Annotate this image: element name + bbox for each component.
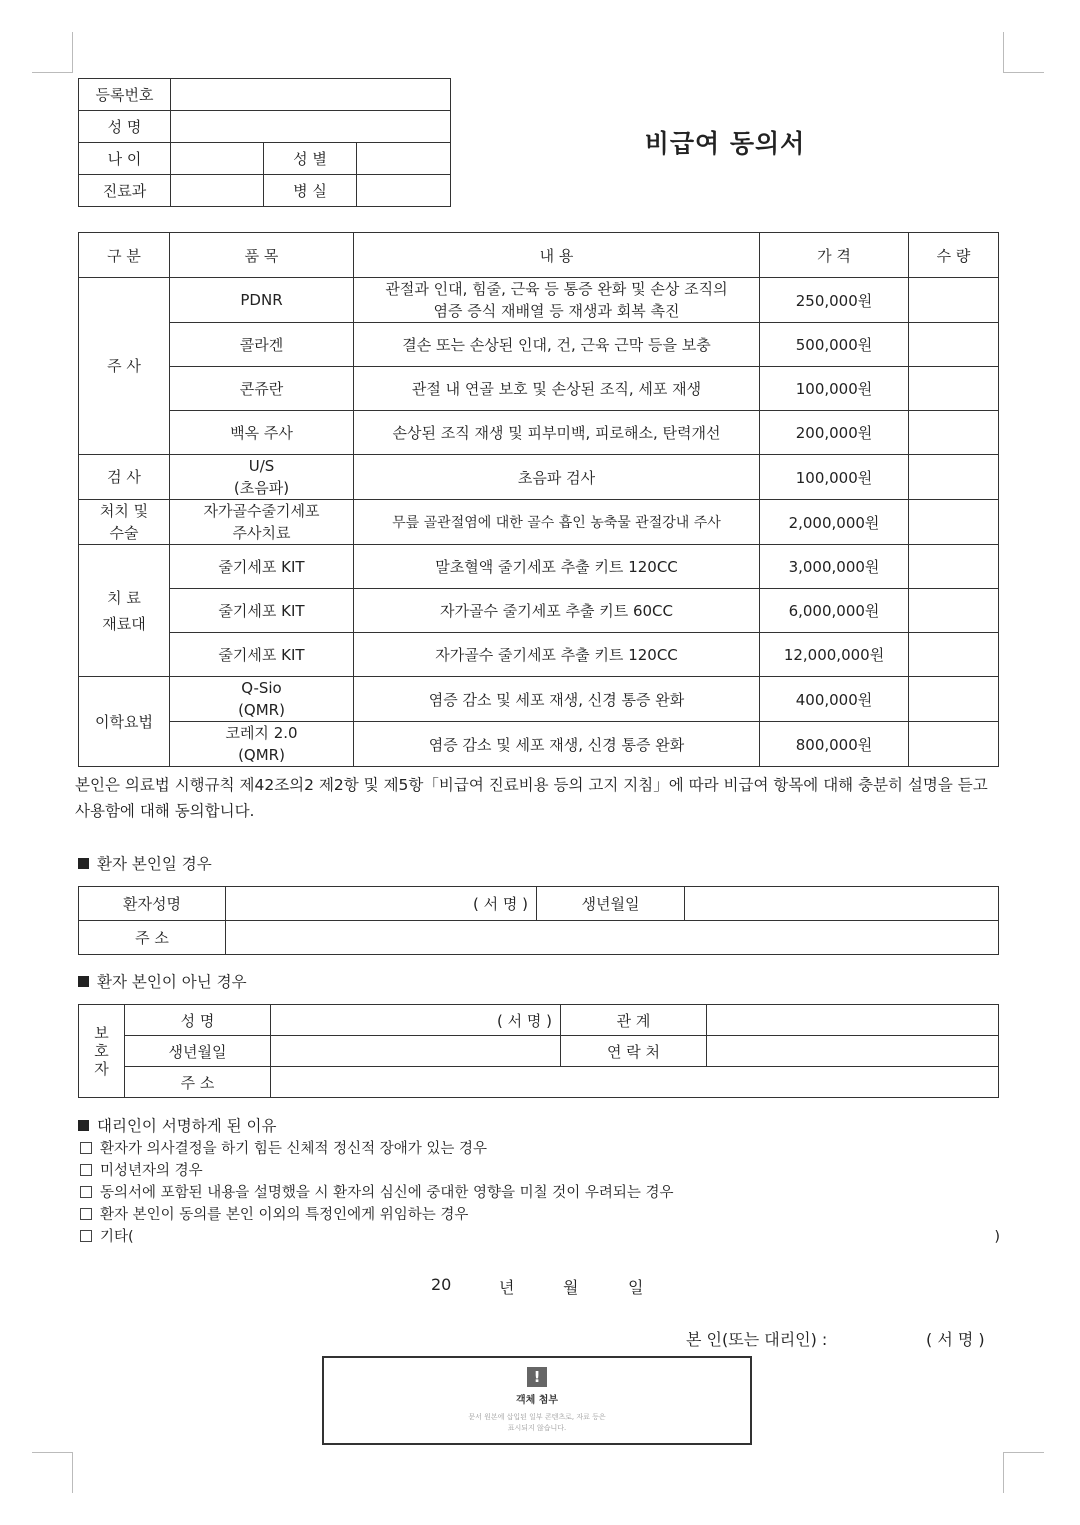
qty-field[interactable] bbox=[909, 722, 999, 767]
patient-table bbox=[78, 886, 999, 955]
checkbox[interactable] bbox=[80, 1186, 92, 1198]
category-line: 치 료 bbox=[107, 588, 141, 607]
item-content: 자가골수 줄기세포 추출 키트 120CC bbox=[354, 633, 760, 677]
square-bullet-icon bbox=[78, 1120, 89, 1131]
qty-field[interactable] bbox=[909, 633, 999, 677]
header-price: 가 격 bbox=[760, 233, 909, 278]
crop-mark-bottom-right bbox=[1003, 1452, 1044, 1493]
date-day-label: 일 bbox=[628, 1278, 644, 1297]
item-name: PDNR bbox=[170, 278, 354, 323]
qty-field[interactable] bbox=[909, 500, 999, 545]
item-name-line: (QMR) bbox=[238, 746, 285, 764]
qty-field[interactable] bbox=[909, 589, 999, 633]
table-row bbox=[79, 323, 999, 367]
reasons-section-heading bbox=[78, 1114, 277, 1136]
table-row bbox=[79, 278, 999, 323]
guardian-side-label bbox=[79, 1005, 125, 1098]
guardian-birth-label: 생년월일 bbox=[125, 1036, 271, 1067]
category-injection: 주 사 bbox=[79, 278, 170, 455]
qty-field[interactable] bbox=[909, 411, 999, 455]
item-content-line: 염증 증식 재배열 등 재생과 회복 촉진 bbox=[433, 302, 680, 320]
patient-birth-field[interactable] bbox=[685, 887, 999, 921]
reg-no-label: 등록번호 bbox=[79, 79, 171, 111]
item-name bbox=[170, 455, 354, 500]
item-name bbox=[170, 677, 354, 722]
item-name: 줄기세포 KIT bbox=[170, 633, 354, 677]
header-category: 구 분 bbox=[79, 233, 170, 278]
qty-field[interactable] bbox=[909, 323, 999, 367]
item-price: 12,000,000원 bbox=[760, 633, 909, 677]
guardian-relation-label: 관 계 bbox=[561, 1005, 707, 1036]
reasons-section-heading-text: 대리인이 서명하게 된 이유 bbox=[97, 1117, 277, 1135]
square-bullet-icon bbox=[78, 976, 89, 987]
attachment-description-line: 문서 원본에 삽입된 일부 콘텐츠로, 자료 등은 bbox=[468, 1413, 606, 1421]
item-name: 콘쥬란 bbox=[170, 367, 354, 411]
table-row bbox=[79, 545, 999, 589]
consent-statement: 본인은 의료법 시행규칙 제42조의2 제2항 및 제5항「비급여 진료비용 등의 고지 지침」에 따라 비급여 항목에 대해 충분히 설명을 듣고 사용함에 대해 동의합니다. bbox=[75, 776, 988, 820]
item-name: 백옥 주사 bbox=[170, 411, 354, 455]
item-name-line: (QMR) bbox=[238, 701, 285, 719]
name-field[interactable] bbox=[171, 111, 451, 143]
sign-label: ( 서 명 ) bbox=[473, 895, 528, 913]
item-price: 250,000원 bbox=[760, 278, 909, 323]
guardian-side-char: 자 bbox=[94, 1060, 109, 1078]
item-content: 관절 내 연골 보호 및 손상된 조직, 세포 재생 bbox=[354, 367, 760, 411]
item-name bbox=[170, 722, 354, 767]
room-label: 병 실 bbox=[264, 175, 357, 207]
header-item: 품 목 bbox=[170, 233, 354, 278]
attachment-description bbox=[324, 1412, 750, 1434]
age-field[interactable] bbox=[171, 143, 264, 175]
age-label: 나 이 bbox=[79, 143, 171, 175]
table-row bbox=[79, 722, 999, 767]
guardian-section-heading bbox=[78, 970, 247, 992]
patient-section-heading bbox=[78, 852, 212, 874]
warning-icon: ! bbox=[527, 1367, 547, 1387]
item-content: 말초혈액 줄기세포 추출 키트 120CC bbox=[354, 545, 760, 589]
reasons-list bbox=[80, 1138, 1000, 1248]
patient-name-label: 환자성명 bbox=[79, 887, 226, 921]
crop-mark-bottom-left bbox=[32, 1452, 73, 1493]
signer-sign[interactable]: ( 서 명 ) bbox=[926, 1330, 985, 1349]
guardian-table bbox=[78, 1004, 999, 1098]
guardian-address-label: 주 소 bbox=[125, 1067, 271, 1098]
item-content: 무릎 골관절염에 대한 골수 흡인 농축물 관절강내 주사 bbox=[354, 500, 760, 545]
reason-text: 미성년자의 경우 bbox=[100, 1163, 203, 1179]
patient-birth-label: 생년월일 bbox=[537, 887, 685, 921]
table-row bbox=[79, 589, 999, 633]
item-content-line: 관절과 인대, 힘줄, 근육 등 통증 완화 및 손상 조직의 bbox=[385, 280, 728, 298]
guardian-contact-field[interactable] bbox=[707, 1036, 999, 1067]
close-paren: ) bbox=[994, 1229, 1000, 1245]
item-content bbox=[354, 278, 760, 323]
gender-label: 성 별 bbox=[264, 143, 357, 175]
item-price: 200,000원 bbox=[760, 411, 909, 455]
dept-field[interactable] bbox=[171, 175, 264, 207]
date-year-label: 년 bbox=[499, 1278, 515, 1297]
item-name: 콜라겐 bbox=[170, 323, 354, 367]
items-table bbox=[78, 232, 999, 767]
guardian-name-label: 성 명 bbox=[125, 1005, 271, 1036]
guardian-contact-label: 연 락 처 bbox=[561, 1036, 707, 1067]
reason-option[interactable] bbox=[80, 1138, 1000, 1160]
category-physio: 이학요법 bbox=[79, 677, 170, 767]
qty-field[interactable] bbox=[909, 455, 999, 500]
gender-field[interactable] bbox=[357, 143, 451, 175]
patient-address-field[interactable] bbox=[226, 921, 999, 955]
item-name-line: (초음파) bbox=[233, 479, 290, 497]
table-row bbox=[79, 455, 999, 500]
qty-field[interactable] bbox=[909, 677, 999, 722]
qty-field[interactable] bbox=[909, 367, 999, 411]
item-name bbox=[170, 500, 354, 545]
crop-mark-top-left bbox=[32, 32, 73, 73]
attachment-description-line: 표시되지 않습니다. bbox=[507, 1424, 567, 1432]
qty-field[interactable] bbox=[909, 278, 999, 323]
date-month-label: 월 bbox=[563, 1278, 579, 1297]
table-row bbox=[79, 500, 999, 545]
item-content: 손상된 조직 재생 및 피부미백, 피로해소, 탄력개선 bbox=[354, 411, 760, 455]
guardian-side-char: 호 bbox=[94, 1042, 109, 1060]
item-price: 100,000원 bbox=[760, 367, 909, 411]
item-content: 염증 감소 및 세포 재생, 신경 통증 완화 bbox=[354, 722, 760, 767]
patient-section-heading-text: 환자 본인일 경우 bbox=[97, 855, 212, 873]
checkbox[interactable] bbox=[80, 1230, 92, 1242]
item-name-line: 코레지 2.0 bbox=[225, 724, 298, 742]
header-content: 내 용 bbox=[354, 233, 760, 278]
attachment-title: 객체 첨부 bbox=[515, 1395, 559, 1406]
item-content: 초음파 검사 bbox=[354, 455, 760, 500]
header-qty: 수 량 bbox=[909, 233, 999, 278]
item-name-line: 주사치료 bbox=[232, 524, 291, 542]
reason-text: 기타( bbox=[100, 1229, 134, 1245]
document-title: 비급여 동의서 bbox=[644, 129, 806, 158]
item-price: 500,000원 bbox=[760, 323, 909, 367]
item-price: 100,000원 bbox=[760, 455, 909, 500]
category-line: 처치 및 bbox=[99, 502, 149, 520]
guardian-birth-field[interactable] bbox=[271, 1036, 561, 1067]
item-content: 결손 또는 손상된 인대, 건, 근육 근막 등을 보충 bbox=[354, 323, 760, 367]
reg-no-field[interactable] bbox=[171, 79, 451, 111]
dept-label: 진료과 bbox=[79, 175, 171, 207]
room-field[interactable] bbox=[357, 175, 451, 207]
table-row bbox=[79, 367, 999, 411]
guardian-relation-field[interactable] bbox=[707, 1005, 999, 1036]
square-bullet-icon bbox=[78, 858, 89, 869]
table-row bbox=[79, 411, 999, 455]
checkbox[interactable] bbox=[80, 1208, 92, 1220]
item-name: 줄기세포 KIT bbox=[170, 589, 354, 633]
guardian-signature-field[interactable] bbox=[271, 1005, 561, 1036]
item-name: 줄기세포 KIT bbox=[170, 545, 354, 589]
date-year-prefix: 20 bbox=[431, 1275, 452, 1294]
signer-label: 본 인(또는 대리인) : bbox=[686, 1330, 828, 1349]
patient-address-label: 주 소 bbox=[79, 921, 226, 955]
item-content: 염증 감소 및 세포 재생, 신경 통증 완화 bbox=[354, 677, 760, 722]
reason-option-other[interactable] bbox=[80, 1226, 1000, 1248]
item-price: 3,000,000원 bbox=[760, 545, 909, 589]
guardian-side-char: 보 bbox=[94, 1024, 109, 1042]
item-content: 자가골수 줄기세포 추출 키트 60CC bbox=[354, 589, 760, 633]
attachment-placeholder bbox=[322, 1356, 752, 1445]
checkbox[interactable] bbox=[80, 1142, 92, 1154]
item-name-line: Q-Sio bbox=[241, 679, 282, 697]
category-exam: 검 사 bbox=[79, 455, 170, 500]
reason-option[interactable] bbox=[80, 1182, 1000, 1204]
table-row bbox=[79, 633, 999, 677]
reason-text: 동의서에 포함된 내용을 설명했을 시 환자의 심신에 중대한 영향을 미칠 것이 우려되는 경우 bbox=[100, 1185, 674, 1201]
reason-option[interactable] bbox=[80, 1204, 1000, 1226]
crop-mark-top-right bbox=[1003, 32, 1044, 73]
checkbox[interactable] bbox=[80, 1164, 92, 1176]
item-price: 2,000,000원 bbox=[760, 500, 909, 545]
qty-field[interactable] bbox=[909, 545, 999, 589]
reason-text: 환자 본인이 동의를 본인 이외의 특정인에게 위임하는 경우 bbox=[100, 1207, 469, 1223]
reason-option[interactable] bbox=[80, 1160, 1000, 1182]
guardian-section-heading-text: 환자 본인이 아닌 경우 bbox=[97, 973, 247, 991]
name-label: 성 명 bbox=[79, 111, 171, 143]
item-price: 400,000원 bbox=[760, 677, 909, 722]
category-line: 수술 bbox=[109, 524, 139, 542]
item-price: 6,000,000원 bbox=[760, 589, 909, 633]
patient-signature-field[interactable] bbox=[226, 887, 537, 921]
item-price: 800,000원 bbox=[760, 722, 909, 767]
category-procedure bbox=[79, 500, 170, 545]
category-line: 재료대 bbox=[102, 614, 146, 633]
registration-table bbox=[78, 78, 451, 207]
guardian-address-field[interactable] bbox=[271, 1067, 999, 1098]
reason-text: 환자가 의사결정을 하기 힘든 신체적 정신적 장애가 있는 경우 bbox=[100, 1141, 488, 1157]
item-name-line: U/S bbox=[248, 457, 275, 475]
item-name-line: 자가골수줄기세포 bbox=[203, 502, 320, 520]
sign-label: ( 서 명 ) bbox=[497, 1011, 552, 1030]
table-row bbox=[79, 677, 999, 722]
category-treatment bbox=[79, 545, 170, 677]
